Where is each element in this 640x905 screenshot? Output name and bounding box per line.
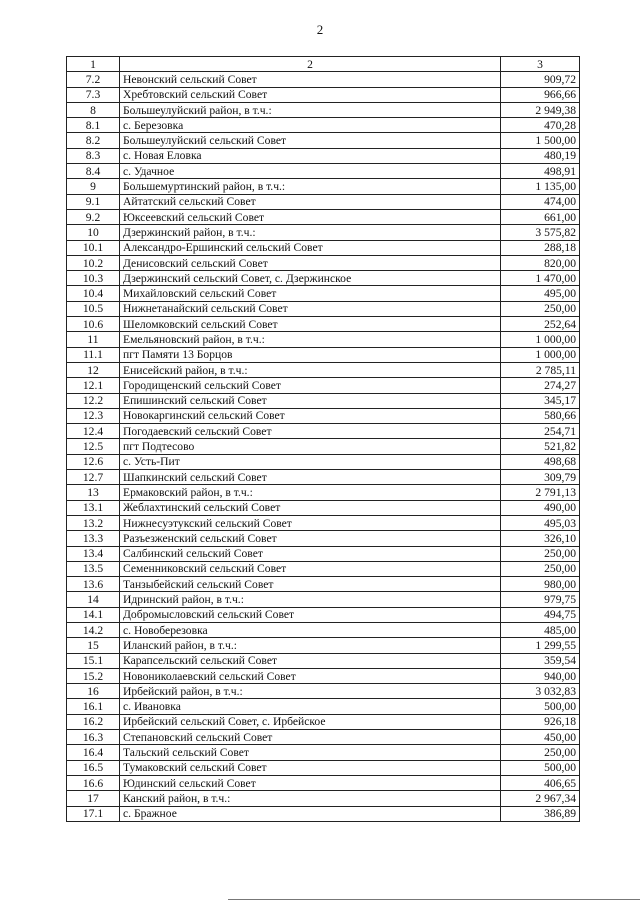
row-value: 2 967,34 (501, 791, 580, 806)
row-value: 1 500,00 (501, 133, 580, 148)
row-name: Александро-Ершинский сельский Совет (120, 240, 501, 255)
row-name: Шеломковский сельский Совет (120, 317, 501, 332)
row-number: 10.1 (67, 240, 120, 255)
column-header-value: 3 (501, 57, 580, 72)
table-body (67, 57, 580, 822)
row-number: 10 (67, 225, 120, 240)
row-value: 274,27 (501, 378, 580, 393)
row-name: Большеулуйский район, в т.ч.: (120, 102, 501, 117)
table-row (67, 485, 580, 500)
row-value: 254,71 (501, 424, 580, 439)
allocation-table (66, 56, 580, 822)
row-number: 13.3 (67, 531, 120, 546)
row-number: 13.1 (67, 500, 120, 515)
row-number: 8.4 (67, 164, 120, 179)
row-name: Новокаргинский сельский Совет (120, 408, 501, 423)
row-value: 498,68 (501, 454, 580, 469)
row-name: Ермаковский район, в т.ч.: (120, 485, 501, 500)
row-number: 12.7 (67, 470, 120, 485)
row-value: 940,00 (501, 668, 580, 683)
row-name: с. Бражное (120, 806, 501, 821)
table-row (67, 194, 580, 209)
table-row (67, 500, 580, 515)
row-number: 12.6 (67, 454, 120, 469)
row-number: 8.2 (67, 133, 120, 148)
row-number: 9.1 (67, 194, 120, 209)
table-row (67, 332, 580, 347)
row-value: 250,00 (501, 301, 580, 316)
row-number: 13 (67, 485, 120, 500)
row-value: 494,75 (501, 607, 580, 622)
footer-divider (228, 899, 640, 900)
table-row (67, 668, 580, 683)
row-value: 966,66 (501, 87, 580, 102)
table-row (67, 118, 580, 133)
row-number: 12 (67, 362, 120, 377)
row-number: 10.2 (67, 255, 120, 270)
row-value: 3 032,83 (501, 684, 580, 699)
table-row (67, 791, 580, 806)
row-number: 11.1 (67, 347, 120, 362)
row-number: 13.2 (67, 515, 120, 530)
row-name: Семенниковский сельский Совет (120, 561, 501, 576)
row-value: 979,75 (501, 592, 580, 607)
row-name: с. Усть-Пит (120, 454, 501, 469)
row-name: Дзержинский район, в т.ч.: (120, 225, 501, 240)
table-row (67, 255, 580, 270)
row-number: 10.6 (67, 317, 120, 332)
row-number: 16.6 (67, 775, 120, 790)
row-value: 474,00 (501, 194, 580, 209)
row-value: 470,28 (501, 118, 580, 133)
row-name: Невонский сельский Совет (120, 72, 501, 87)
row-value: 359,54 (501, 653, 580, 668)
row-value: 2 791,13 (501, 485, 580, 500)
row-value: 490,00 (501, 500, 580, 515)
table-row (67, 515, 580, 530)
table-row (67, 760, 580, 775)
table-row (67, 561, 580, 576)
row-value: 521,82 (501, 439, 580, 454)
row-number: 12.3 (67, 408, 120, 423)
row-number: 10.5 (67, 301, 120, 316)
row-value: 450,00 (501, 730, 580, 745)
row-value: 309,79 (501, 470, 580, 485)
row-value: 250,00 (501, 561, 580, 576)
table-row (67, 730, 580, 745)
row-value: 661,00 (501, 209, 580, 224)
table-row (67, 546, 580, 561)
row-name: Михайловский сельский Совет (120, 286, 501, 301)
table-row (67, 148, 580, 163)
row-name: Городищенский сельский Совет (120, 378, 501, 393)
row-name: Танзыбейский сельский Совет (120, 577, 501, 592)
table-row (67, 225, 580, 240)
row-value: 252,64 (501, 317, 580, 332)
row-number: 10.3 (67, 271, 120, 286)
row-value: 980,00 (501, 577, 580, 592)
table-row (67, 240, 580, 255)
row-number: 14.2 (67, 622, 120, 637)
row-name: Хребтовский сельский Совет (120, 87, 501, 102)
row-name: Ирбейский сельский Совет, с. Ирбейское (120, 714, 501, 729)
row-value: 1 470,00 (501, 271, 580, 286)
row-number: 8.1 (67, 118, 120, 133)
row-name: Дзержинский сельский Совет, с. Дзержинское (120, 271, 501, 286)
row-value: 1 000,00 (501, 347, 580, 362)
row-name: Иланский район, в т.ч.: (120, 638, 501, 653)
column-header-number: 1 (67, 57, 120, 72)
row-number: 8 (67, 102, 120, 117)
page-number: 2 (316, 22, 324, 37)
row-value: 3 575,82 (501, 225, 580, 240)
table-row (67, 531, 580, 546)
table-row (67, 408, 580, 423)
row-name: Разъезженский сельский Совет (120, 531, 501, 546)
row-name: Степановский сельский Совет (120, 730, 501, 745)
row-name: Канский район, в т.ч.: (120, 791, 501, 806)
table-row (67, 286, 580, 301)
row-value: 500,00 (501, 699, 580, 714)
row-number: 13.4 (67, 546, 120, 561)
table-row (67, 271, 580, 286)
row-value: 909,72 (501, 72, 580, 87)
row-name: Нижнесуэтукский сельский Совет (120, 515, 501, 530)
row-name: Большеулуйский сельский Совет (120, 133, 501, 148)
table-row (67, 362, 580, 377)
row-name: Тумаковский сельский Совет (120, 760, 501, 775)
row-name: Епишинский сельский Совет (120, 393, 501, 408)
row-number: 16.1 (67, 699, 120, 714)
row-name: Салбинский сельский Совет (120, 546, 501, 561)
row-name: пгт Подтесово (120, 439, 501, 454)
row-name: с. Новоберезовка (120, 622, 501, 637)
row-name: Новониколаевский сельский Совет (120, 668, 501, 683)
table-row (67, 806, 580, 821)
row-name: пгт Памяти 13 Борцов (120, 347, 501, 362)
row-name: Карапсельский сельский Совет (120, 653, 501, 668)
table-row (67, 72, 580, 87)
row-name: Денисовский сельский Совет (120, 255, 501, 270)
row-number: 15 (67, 638, 120, 653)
table-row (67, 638, 580, 653)
row-number: 15.2 (67, 668, 120, 683)
table-row (67, 607, 580, 622)
table-row (67, 378, 580, 393)
row-value: 326,10 (501, 531, 580, 546)
row-value: 2 949,38 (501, 102, 580, 117)
row-value: 1 135,00 (501, 179, 580, 194)
table-row (67, 317, 580, 332)
table-row (67, 393, 580, 408)
table-row (67, 347, 580, 362)
row-value: 250,00 (501, 546, 580, 561)
row-value: 250,00 (501, 745, 580, 760)
row-name: с. Ивановка (120, 699, 501, 714)
row-name: Погодаевский сельский Совет (120, 424, 501, 439)
row-number: 16.2 (67, 714, 120, 729)
table-row (67, 454, 580, 469)
table-row (67, 424, 580, 439)
row-value: 926,18 (501, 714, 580, 729)
table-row (67, 102, 580, 117)
row-name: Юдинский сельский Совет (120, 775, 501, 790)
table-row (67, 622, 580, 637)
row-number: 14 (67, 592, 120, 607)
table-row (67, 179, 580, 194)
row-number: 12.1 (67, 378, 120, 393)
table-header-row (67, 57, 580, 72)
row-number: 8.3 (67, 148, 120, 163)
row-number: 16.4 (67, 745, 120, 760)
row-number: 9 (67, 179, 120, 194)
row-name: Ирбейский район, в т.ч.: (120, 684, 501, 699)
row-name: Добромысловский сельский Совет (120, 607, 501, 622)
row-number: 13.5 (67, 561, 120, 576)
row-value: 500,00 (501, 760, 580, 775)
table-row (67, 699, 580, 714)
row-name: Юксеевский сельский Совет (120, 209, 501, 224)
row-number: 11 (67, 332, 120, 347)
row-name: Емельяновский район, в т.ч.: (120, 332, 501, 347)
table-row (67, 87, 580, 102)
row-value: 495,00 (501, 286, 580, 301)
table-row (67, 592, 580, 607)
row-name: Большемуртинский район, в т.ч.: (120, 179, 501, 194)
row-name: Енисейский район, в т.ч.: (120, 362, 501, 377)
row-number: 17 (67, 791, 120, 806)
table-row (67, 577, 580, 592)
row-value: 1 299,55 (501, 638, 580, 653)
row-name: Жеблахтинский сельский Совет (120, 500, 501, 515)
row-name: Шапкинский сельский Совет (120, 470, 501, 485)
row-name: Идринский район, в т.ч.: (120, 592, 501, 607)
row-name: Нижнетанайский сельский Совет (120, 301, 501, 316)
table-row (67, 133, 580, 148)
row-number: 16 (67, 684, 120, 699)
table-row (67, 470, 580, 485)
row-number: 13.6 (67, 577, 120, 592)
row-name: с. Березовка (120, 118, 501, 133)
row-number: 15.1 (67, 653, 120, 668)
row-value: 480,19 (501, 148, 580, 163)
table-row (67, 164, 580, 179)
row-name: с. Новая Еловка (120, 148, 501, 163)
row-number: 12.5 (67, 439, 120, 454)
row-number: 7.2 (67, 72, 120, 87)
row-value: 288,18 (501, 240, 580, 255)
table-row (67, 301, 580, 316)
table-row (67, 209, 580, 224)
row-value: 406,65 (501, 775, 580, 790)
row-number: 7.3 (67, 87, 120, 102)
row-number: 14.1 (67, 607, 120, 622)
row-value: 820,00 (501, 255, 580, 270)
row-name: Тальский сельский Совет (120, 745, 501, 760)
row-value: 485,00 (501, 622, 580, 637)
row-name: Айтатский сельский Совет (120, 194, 501, 209)
row-number: 12.2 (67, 393, 120, 408)
row-value: 580,66 (501, 408, 580, 423)
row-number: 17.1 (67, 806, 120, 821)
row-name: с. Удачное (120, 164, 501, 179)
table-row (67, 653, 580, 668)
table-row (67, 745, 580, 760)
row-number: 9.2 (67, 209, 120, 224)
row-number: 10.4 (67, 286, 120, 301)
table-row (67, 684, 580, 699)
row-number: 16.3 (67, 730, 120, 745)
row-value: 1 000,00 (501, 332, 580, 347)
table-row (67, 714, 580, 729)
row-value: 498,91 (501, 164, 580, 179)
row-number: 12.4 (67, 424, 120, 439)
row-value: 495,03 (501, 515, 580, 530)
row-value: 345,17 (501, 393, 580, 408)
table-row (67, 439, 580, 454)
row-value: 386,89 (501, 806, 580, 821)
column-header-name: 2 (120, 57, 501, 72)
row-value: 2 785,11 (501, 362, 580, 377)
row-number: 16.5 (67, 760, 120, 775)
table-row (67, 775, 580, 790)
